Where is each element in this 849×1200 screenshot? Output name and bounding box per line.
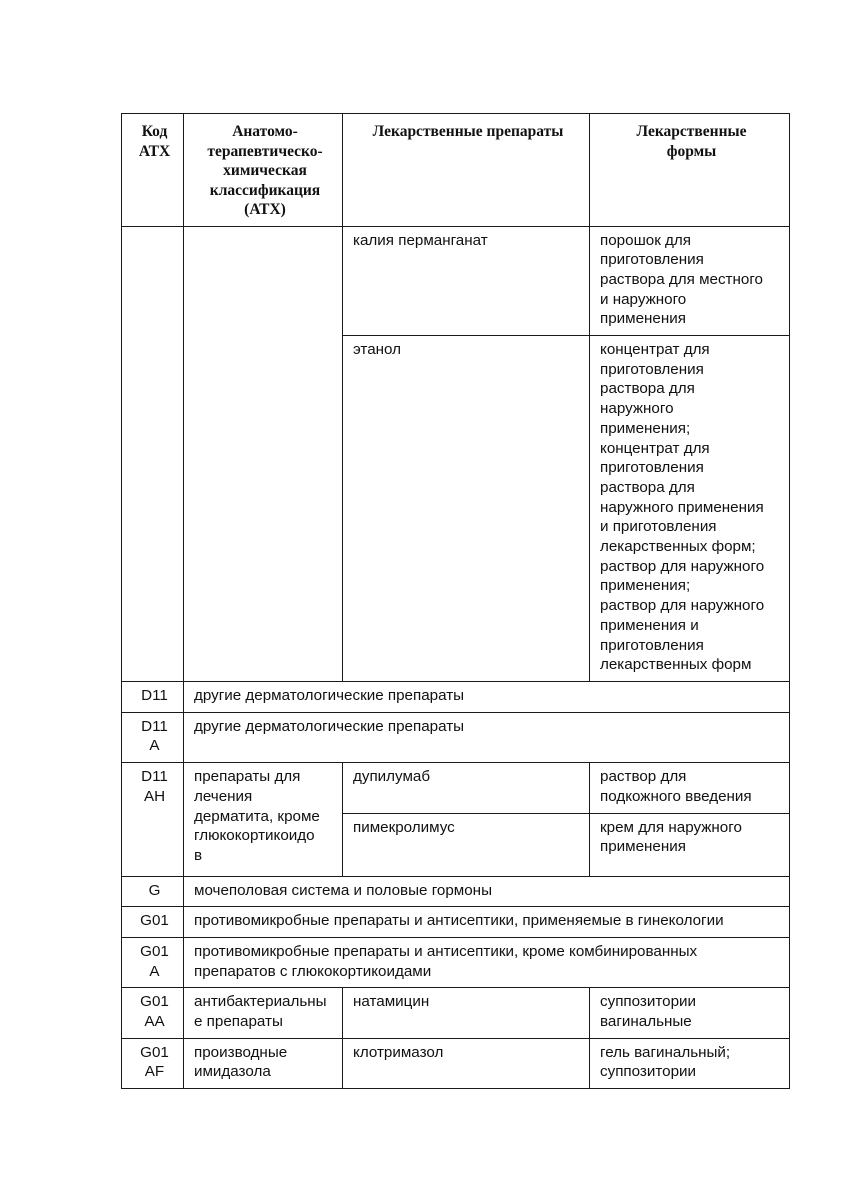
- header-classification: Анатомо- терапевтическо- химическая классификация (АТХ): [184, 114, 343, 227]
- form-cell: крем для наружного применения: [590, 813, 790, 876]
- code-cell: D11: [122, 682, 184, 713]
- table-header-row: [122, 114, 790, 227]
- table-row: [122, 712, 790, 762]
- group-label-cell: другие дерматологические препараты: [184, 682, 790, 713]
- table-row: [122, 937, 790, 987]
- form-cell: раствор для подкожного введения: [590, 763, 790, 813]
- code-cell: G01 AF: [122, 1038, 184, 1088]
- table-row: [122, 876, 790, 907]
- drug-cell: этанол: [343, 336, 590, 682]
- code-cell: G01: [122, 907, 184, 938]
- table-row: [122, 988, 790, 1038]
- code-cell: D11 AH: [122, 763, 184, 876]
- header-drugs: Лекарственные препараты: [343, 114, 590, 227]
- table-row: [122, 763, 790, 813]
- code-cell-empty: [122, 226, 184, 682]
- classification-cell: производные имидазола: [184, 1038, 343, 1088]
- group-label-cell: противомикробные препараты и антисептики, кроме комбинированных препаратов с глюкокортикоидами: [184, 937, 790, 987]
- code-cell: G01 AA: [122, 988, 184, 1038]
- code-cell: G01 A: [122, 937, 184, 987]
- form-cell: гель вагинальный; суппозитории: [590, 1038, 790, 1088]
- group-label-cell: мочеполовая система и половые гормоны: [184, 876, 790, 907]
- form-cell: порошок для приготовления раствора для местного и наружного применения: [590, 226, 790, 336]
- code-cell: G: [122, 876, 184, 907]
- classification-cell-empty: [184, 226, 343, 682]
- table-row: [122, 226, 790, 336]
- drug-cell: клотримазол: [343, 1038, 590, 1088]
- atx-table: [121, 113, 790, 1089]
- code-cell: D11 A: [122, 712, 184, 762]
- classification-cell: антибактериальны е препараты: [184, 988, 343, 1038]
- drug-cell: пимекролимус: [343, 813, 590, 876]
- table-row: [122, 682, 790, 713]
- form-cell: суппозитории вагинальные: [590, 988, 790, 1038]
- header-code: Код АТХ: [122, 114, 184, 227]
- table-row: [122, 1038, 790, 1088]
- header-forms: Лекарственные формы: [590, 114, 790, 227]
- drug-cell: натамицин: [343, 988, 590, 1038]
- table-row: [122, 907, 790, 938]
- classification-cell: препараты для лечения дерматита, кроме глюкокортикоидо в: [184, 763, 343, 876]
- group-label-cell: противомикробные препараты и антисептики, применяемые в гинекологии: [184, 907, 790, 938]
- drug-cell: дупилумаб: [343, 763, 590, 813]
- group-label-cell: другие дерматологические препараты: [184, 712, 790, 762]
- form-cell: концентрат для приготовления раствора для наружного применения; концентрат для приготовления раствора для наружного применения и приготовления лекарственных форм; раствор для наружного применения; раствор для наружного применения и приготовления лекарственных форм: [590, 336, 790, 682]
- drug-cell: калия перманганат: [343, 226, 590, 336]
